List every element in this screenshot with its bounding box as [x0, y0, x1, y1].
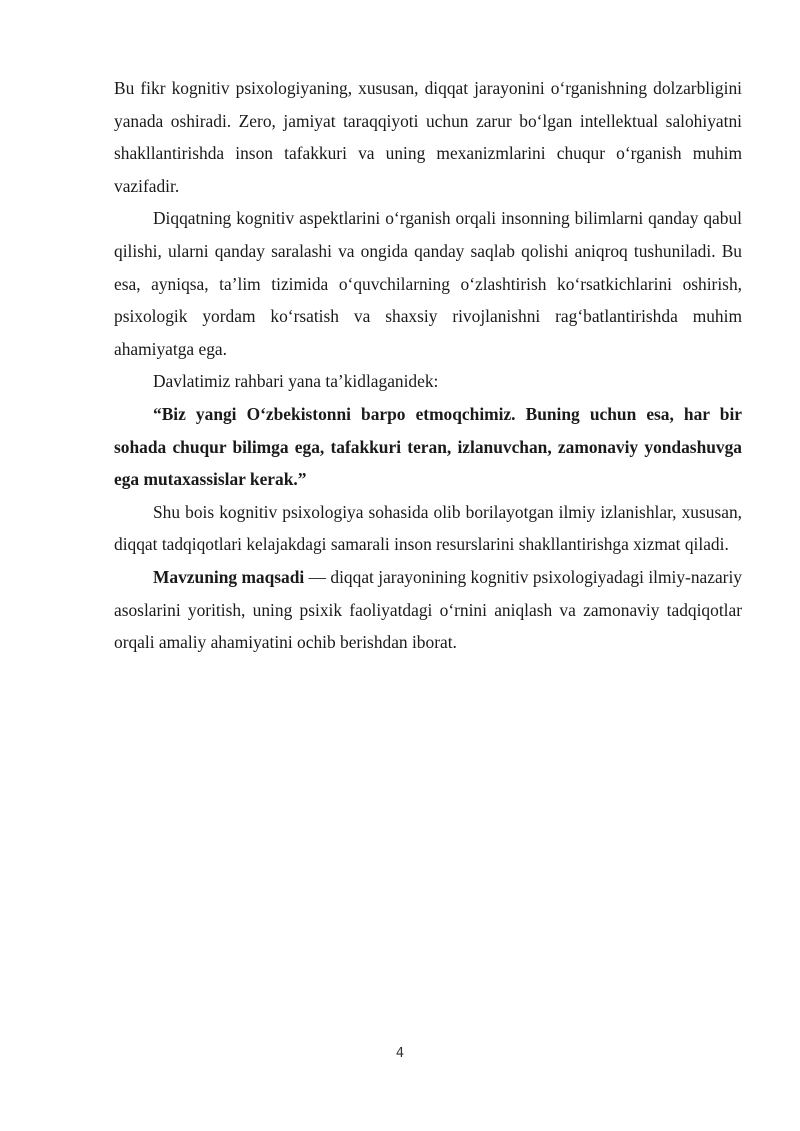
topic-goal-label: Mavzuning maqsadi	[153, 566, 305, 587]
paragraph-president-lead: Davlatimiz rahbari yana ta’kidlaganidek:	[153, 371, 439, 392]
paragraph-intro: Bu fikr kognitiv psixologiyaning, xususan, diqqat jarayonini o‘rganishning dolzarbligini yanada oshiradi. Zero, jamiyat taraqqiyoti uchun zarur bo‘lgan intellektual salohiyatni shakllantirishda inson tafakkuri va uning mexanizmlarini chuqur o‘rganish muhim vazifadir.	[114, 78, 742, 196]
paragraph-topic-goal	[114, 561, 742, 659]
quote-president: “Biz yangi O‘zbekistonni barpo etmoqchimiz. Buning uchun esa, har bir sohada chuqur bilimga ega, tafakkuri teran, izlanuvchan, zamonaviy yondashuvga ega mutaxassislar kerak.”	[114, 403, 742, 490]
document-body	[114, 72, 742, 659]
paragraph-cognitive-aspects: Diqqatning kognitiv aspektlarini o‘rganish orqali insonning bilimlarni qanday qabul qilishi, ularni qanday saralashi va ongida qanday saqlab qolishi aniqroq tushuniladi. Bu esa, ayniqsa, ta’lim tizimida o‘quvchilarning o‘zlashtirish ko‘rsatkichlarini oshirish, psixologik yordam ko‘rsatish va shaxsiy rivojlanishni rag‘batlantirishda muhim ahamiyatga ega.	[114, 208, 742, 359]
page-number: 4	[395, 1046, 405, 1061]
topic-goal-text: — diqqat jarayonining kognitiv psixologiyadagi ilmiy-nazariy asoslarini yoritish, uning psixik faoliyatdagi o‘rnini aniqlash va zamonaviy tadqiqotlar orqali amaliy ahamiyatini ochib berishdan iborat.	[114, 566, 742, 653]
paragraph-research-purpose: Shu bois kognitiv psixologiya sohasida olib borilayotgan ilmiy izlanishlar, xususan, diqqat tadqiqotlari kelajakdagi samarali inson resurslarini shakllantirishga xizmat qiladi.	[114, 501, 742, 555]
